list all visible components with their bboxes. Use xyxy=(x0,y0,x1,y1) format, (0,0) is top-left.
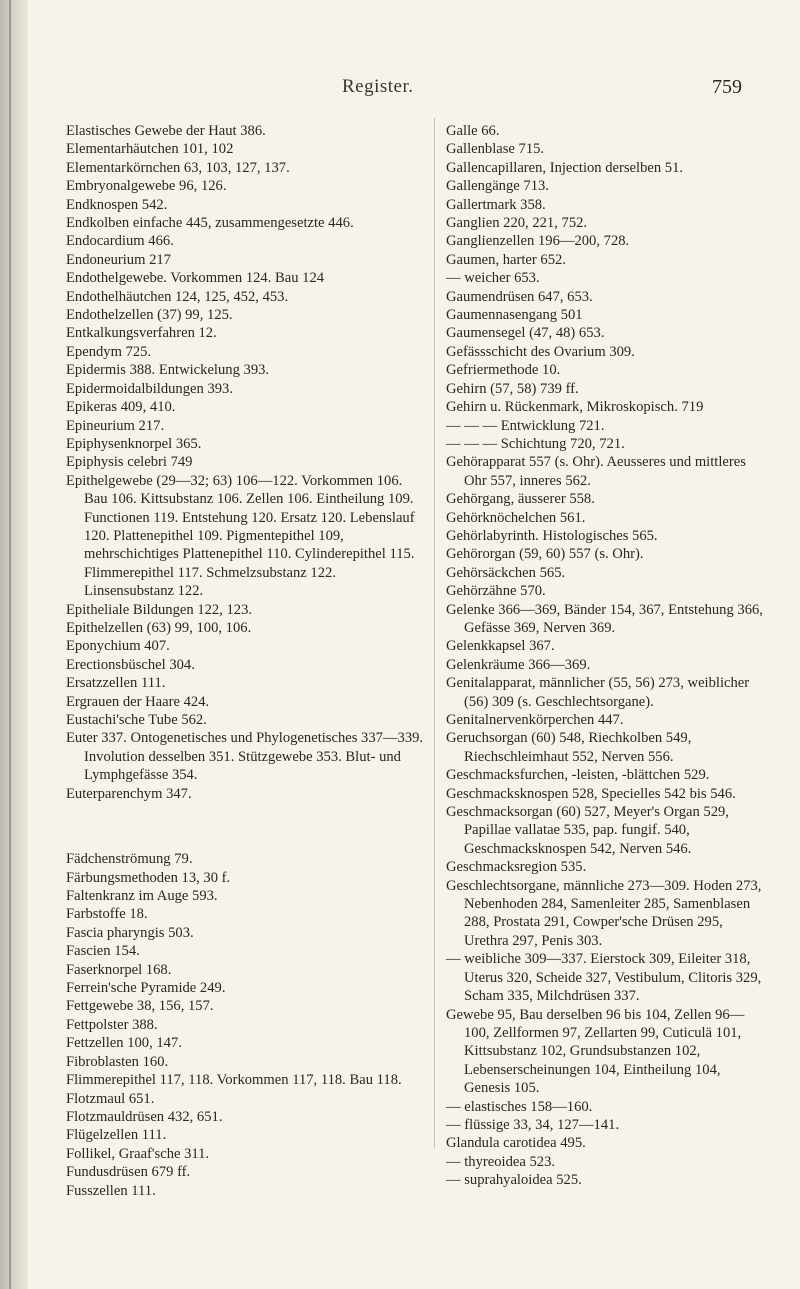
index-entry: Elementarkörnchen 63, 103, 127, 137. xyxy=(66,159,290,176)
index-entry: Gehirn (57, 58) 739 ff. xyxy=(446,380,579,397)
index-entry: Endothelgewebe. Vorkommen 124. Bau 124 xyxy=(66,270,325,287)
page-header xyxy=(0,76,800,106)
index-entry: Galle 66. xyxy=(446,123,500,139)
index-entry: Geschlechtsorgane, männliche 273—309. Hoden 273, Nebenhoden 284, Samenleiter 285, Samenblasen 288, Prostata 291, Cowper'sche Drüsen 295, Urethra 297, Penis 303. xyxy=(446,877,762,949)
running-title: Register. xyxy=(342,76,414,97)
index-entry: Gehörapparat 557 (s. Ohr). Aeusseres und mittleres Ohr 557, inneres 562. xyxy=(446,454,746,489)
index-entry: Gaumen, harter 652. xyxy=(446,251,566,268)
index-entry: Eustachi'sche Tube 562. xyxy=(66,712,207,728)
index-entry: Flotzmaul 651. xyxy=(66,1090,155,1107)
index-entry: Gehörlabyrinth. Histologisches 565. xyxy=(446,527,658,544)
index-entry: Epitheliale Bildungen 122, 123. xyxy=(66,601,253,618)
index-entry: — flüssige 33, 34, 127—141. xyxy=(446,1116,620,1133)
index-entry: Gehirn u. Rückenmark, Mikroskopisch. 719 xyxy=(446,399,704,416)
index-entry: Epikeras 409, 410. xyxy=(66,399,176,416)
index-entry: Ependym 725. xyxy=(66,343,152,360)
index-entry: Geschmacksfurchen, -leisten, -blättchen 529. xyxy=(446,767,710,784)
index-entry: Ganglien 220, 221, 752. xyxy=(446,215,588,232)
index-entry: Euter 337. Ontogenetisches und Phylogenetisches 337—339. Involution desselben 351. Stützgewebe 353. Blut- und Lymphgefässe 354. xyxy=(66,730,424,784)
index-entry: Gaumennasengang 501 xyxy=(446,307,583,324)
index-entry: Genitalapparat, männlicher (55, 56) 273, weiblicher (56) 309 (s. Geschlechtsorgane). xyxy=(446,675,750,710)
index-entry: Elastisches Gewebe der Haut 386. xyxy=(66,123,266,139)
index-entry: Gehörsäckchen 565. xyxy=(446,564,566,581)
index-entry: Fibroblasten 160. xyxy=(66,1053,169,1070)
index-entry: Ergrauen der Haare 424. xyxy=(66,693,210,710)
index-entry: Endothelhäutchen 124, 125, 452, 453. xyxy=(66,288,289,305)
index-entry: Gaumensegel (47, 48) 653. xyxy=(446,325,605,342)
index-column-left xyxy=(66,122,424,1200)
index-entry: Gewebe 95, Bau derselben 96 bis 104, Zellen 96—100, Zellformen 97, Zellarten 99, Cuticulä 101, Kittsubstanz 102, Grundsubstanzen 102, Lebenserscheinungen 104, Eintheilung 104, Genesis 105. xyxy=(446,1006,745,1097)
index-entry: Erectionsbüschel 304. xyxy=(66,656,195,673)
page-number: 759 xyxy=(712,76,742,98)
index-entry: Gallencapillaren, Injection derselben 51. xyxy=(446,159,684,176)
index-entry: Fettzellen 100, 147. xyxy=(66,1035,182,1052)
section-gap xyxy=(66,818,424,836)
index-entry: Gallenblase 715. xyxy=(446,141,545,158)
index-entry: Fettpolster 388. xyxy=(66,1016,158,1033)
index-entry: Elementarhäutchen 101, 102 xyxy=(66,141,234,158)
page-binding-edge xyxy=(0,0,28,1289)
index-entry: Gehörzähne 570. xyxy=(446,583,546,600)
index-entry: — — — Schichtung 720, 721. xyxy=(446,435,625,452)
index-entry: Follikel, Graaf'sche 311. xyxy=(66,1145,210,1162)
index-entry: Flotzmauldrüsen 432, 651. xyxy=(66,1108,223,1125)
index-entry: Geruchsorgan (60) 548, Riechkolben 549, Riechschleimhaut 552, Nerven 556. xyxy=(446,730,692,765)
column-divider xyxy=(434,118,435,1148)
index-entry: Gaumendrüsen 647, 653. xyxy=(446,288,593,305)
index-entry: Gelenkkapsel 367. xyxy=(446,638,555,655)
index-entry: Epiphysis celebri 749 xyxy=(66,454,193,471)
index-entry: Epidermis 388. Entwickelung 393. xyxy=(66,362,270,379)
index-entry: Ersatzzellen 111. xyxy=(66,675,166,692)
index-entry: Endknospen 542. xyxy=(66,196,168,213)
index-entry: Gelenkräume 366—369. xyxy=(446,656,591,673)
index-entry: Gefriermethode 10. xyxy=(446,362,561,379)
index-column-right xyxy=(446,122,764,1190)
index-entry: Fettgewebe 38, 156, 157. xyxy=(66,998,214,1015)
index-entry: — elastisches 158—160. xyxy=(446,1098,593,1115)
index-entry: Geschmacksregion 535. xyxy=(446,859,587,876)
index-entry: Endocardium 466. xyxy=(66,233,174,250)
index-entry: Genitalnervenkörperchen 447. xyxy=(446,712,624,728)
index-entry: Gehörknöchelchen 561. xyxy=(446,509,586,526)
index-entry: Fundusdrüsen 679 ff. xyxy=(66,1164,191,1181)
index-entry: Faltenkranz im Auge 593. xyxy=(66,888,218,905)
index-entry: Glandula carotidea 495. xyxy=(446,1135,586,1152)
index-entry: Gehörorgan (59, 60) 557 (s. Ohr). xyxy=(446,546,644,563)
index-entry: Fascia pharyngis 503. xyxy=(66,924,194,941)
index-entry: Entkalkungsverfahren 12. xyxy=(66,325,217,342)
index-entry: Ganglienzellen 196—200, 728. xyxy=(446,233,630,250)
index-entry: Epidermoidalbildungen 393. xyxy=(66,380,233,397)
index-entry: Fusszellen 111. xyxy=(66,1182,156,1199)
index-entry: Farbstoffe 18. xyxy=(66,906,148,923)
index-entry: — weicher 653. xyxy=(446,270,540,287)
index-entry: Geschmacksorgan (60) 527, Meyer's Organ 529, Papillae vallatae 535, pap. fungif. 540, Geschmacksknospen 542, Nerven 546. xyxy=(446,804,729,857)
index-entry: Euterparenchym 347. xyxy=(66,785,192,802)
index-entry: Eponychium 407. xyxy=(66,638,170,655)
index-entry: Gelenke 366—369, Bänder 154, 367, Entstehung 366, Gefässe 369, Nerven 369. xyxy=(446,601,763,636)
index-entry: Epithelzellen (63) 99, 100, 106. xyxy=(66,619,252,636)
index-entry: Embryonalgewebe 96, 126. xyxy=(66,178,227,195)
index-entry: Endoneurium 217 xyxy=(66,251,171,268)
index-entry: Faserknorpel 168. xyxy=(66,961,172,978)
index-entry: Flimmerepithel 117, 118. Vorkommen 117, 118. Bau 118. xyxy=(66,1072,402,1089)
index-entry: — — — Entwicklung 721. xyxy=(446,417,605,434)
index-entry: Epithelgewebe (29—32; 63) 106—122. Vorkommen 106. Bau 106. Kittsubstanz 106. Zellen 106. Eintheilung 109. Functionen 119. Entstehung 120. Ersatz 120. Lebenslauf 120. Plattenepithel 109. Pigmentepithel 109, mehrschichtiges Plattenepithel 110. Cylinderepithel 115. Flimmerepithel 117. Schmelzsubstanz 122. Linsensubstanz 122. xyxy=(66,472,415,600)
index-entry: — weibliche 309—337. Eierstock 309, Eileiter 318, Uterus 320, Scheide 327, Vestibulum, Clitoris 329, Scham 335, Milchdrüsen 337. xyxy=(446,951,762,1005)
index-entry: — thyreoidea 523. xyxy=(446,1153,556,1170)
index-entry: Epineurium 217. xyxy=(66,417,165,434)
index-entry: Geschmacksknospen 528, Specielles 542 bis 546. xyxy=(446,785,736,802)
index-entry: Ferrein'sche Pyramide 249. xyxy=(66,980,226,997)
index-entry: Fascien 154. xyxy=(66,943,140,960)
index-entry: Gefässschicht des Ovarium 309. xyxy=(446,343,635,360)
index-entry: Endothelzellen (37) 99, 125. xyxy=(66,307,233,324)
index-entry: Gehörgang, äusserer 558. xyxy=(446,491,595,508)
index-entry: Epiphysenknorpel 365. xyxy=(66,435,202,452)
index-entry: Färbungsmethoden 13, 30 f. xyxy=(66,869,231,886)
index-entry: Gallertmark 358. xyxy=(446,196,546,213)
index-entry: Gallengänge 713. xyxy=(446,178,549,195)
index-entry: Endkolben einfache 445, zusammengesetzte 446. xyxy=(66,215,354,232)
index-entry: — suprahyaloidea 525. xyxy=(446,1172,582,1189)
index-entry: Flügelzellen 111. xyxy=(66,1127,167,1144)
index-entry: Fädchenströmung 79. xyxy=(66,851,193,868)
